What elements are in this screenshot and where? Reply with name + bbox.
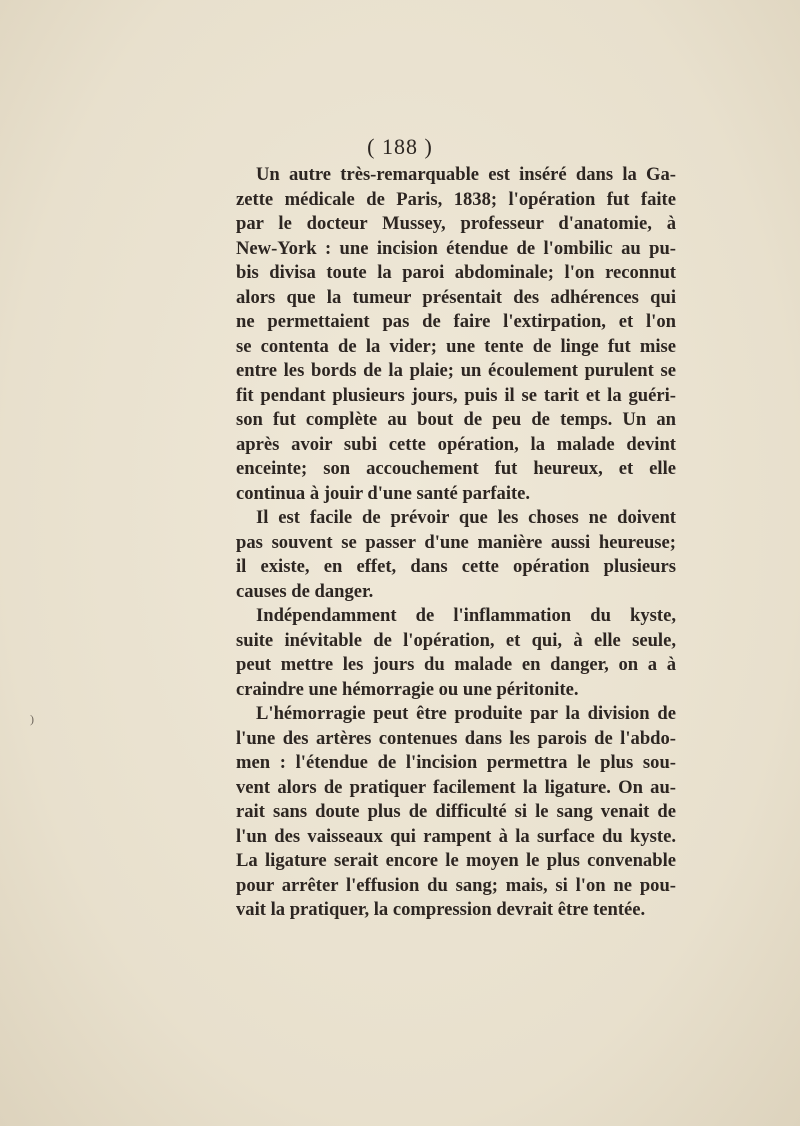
text-line: pas souvent se passer d'une manière aussi heureuse; xyxy=(236,531,676,553)
text-line: l'un des vaisseaux qui rampent à la surface du kyste. xyxy=(236,825,676,847)
text-line: L'hémorragie peut être produite par la division de xyxy=(256,703,676,724)
text-line: bis divisa toute la paroi abdominale; l'on reconnut xyxy=(236,262,676,283)
text-line: peut mettre les jours du malade en danger, on a à xyxy=(236,654,676,675)
text-line: craindre une hémorragie ou une péritonite. xyxy=(236,678,579,700)
text-line: après avoir subi cette opération, la malade devint xyxy=(236,433,676,455)
margin-mark: ) xyxy=(30,712,34,726)
text-line: rait sans doute plus de difficulté si le sang venait de xyxy=(236,801,676,822)
text-line: il existe, en effet, dans cette opération plusieurs xyxy=(236,556,676,577)
text-line: son fut complète au bout de peu de temps. Un an xyxy=(236,409,676,430)
text-line: La ligature serait encore le moyen le plus convenable xyxy=(236,850,676,871)
text-line: fit pendant plusieurs jours, puis il se tarit et la guéri- xyxy=(236,384,676,406)
text-line: vait la pratiquer, la compression devrait être tentée. xyxy=(236,899,646,920)
text-line: suite inévitable de l'opération, et qui, à elle seule, xyxy=(236,629,676,651)
text-line: ne permettaient pas de faire l'extirpation, et l'on xyxy=(236,311,676,332)
text-line: Indépendamment de l'inflammation du kyste, xyxy=(256,605,676,626)
text-line: Il est facile de prévoir que les choses ne doivent xyxy=(256,507,676,528)
body-text xyxy=(236,163,676,923)
text-line: se contenta de la vider; une tente de linge fut mise xyxy=(236,335,676,357)
text-line: vent alors de pratiquer facilement la ligature. On au- xyxy=(236,776,676,798)
text-line: l'une des artères contenues dans les parois de l'abdo- xyxy=(236,727,676,749)
text-line: zette médicale de Paris, 1838; l'opération fut faite xyxy=(236,188,676,210)
text-line: causes de danger. xyxy=(236,580,374,602)
text-line: par le docteur Mussey, professeur d'anatomie, à xyxy=(236,213,676,234)
text-line: men : l'étendue de l'incision permettra le plus sou- xyxy=(236,752,676,773)
page-number: ( 188 ) xyxy=(367,134,433,159)
text-line: enceinte; son accouchement fut heureux, et elle xyxy=(236,458,676,479)
text-line: entre les bords de la plaie; un écoulement purulent se xyxy=(236,360,676,381)
text-line: pour arrêter l'effusion du sang; mais, si l'on ne pou- xyxy=(236,874,676,896)
text-line: continua à jouir d'une santé parfaite. xyxy=(236,482,531,504)
text-line: Un autre très-remarquable est inséré dans la Ga- xyxy=(256,164,676,185)
text-line: New-York : une incision étendue de l'ombilic au pu- xyxy=(236,237,676,259)
text-line: alors que la tumeur présentait des adhérences qui xyxy=(236,286,676,308)
